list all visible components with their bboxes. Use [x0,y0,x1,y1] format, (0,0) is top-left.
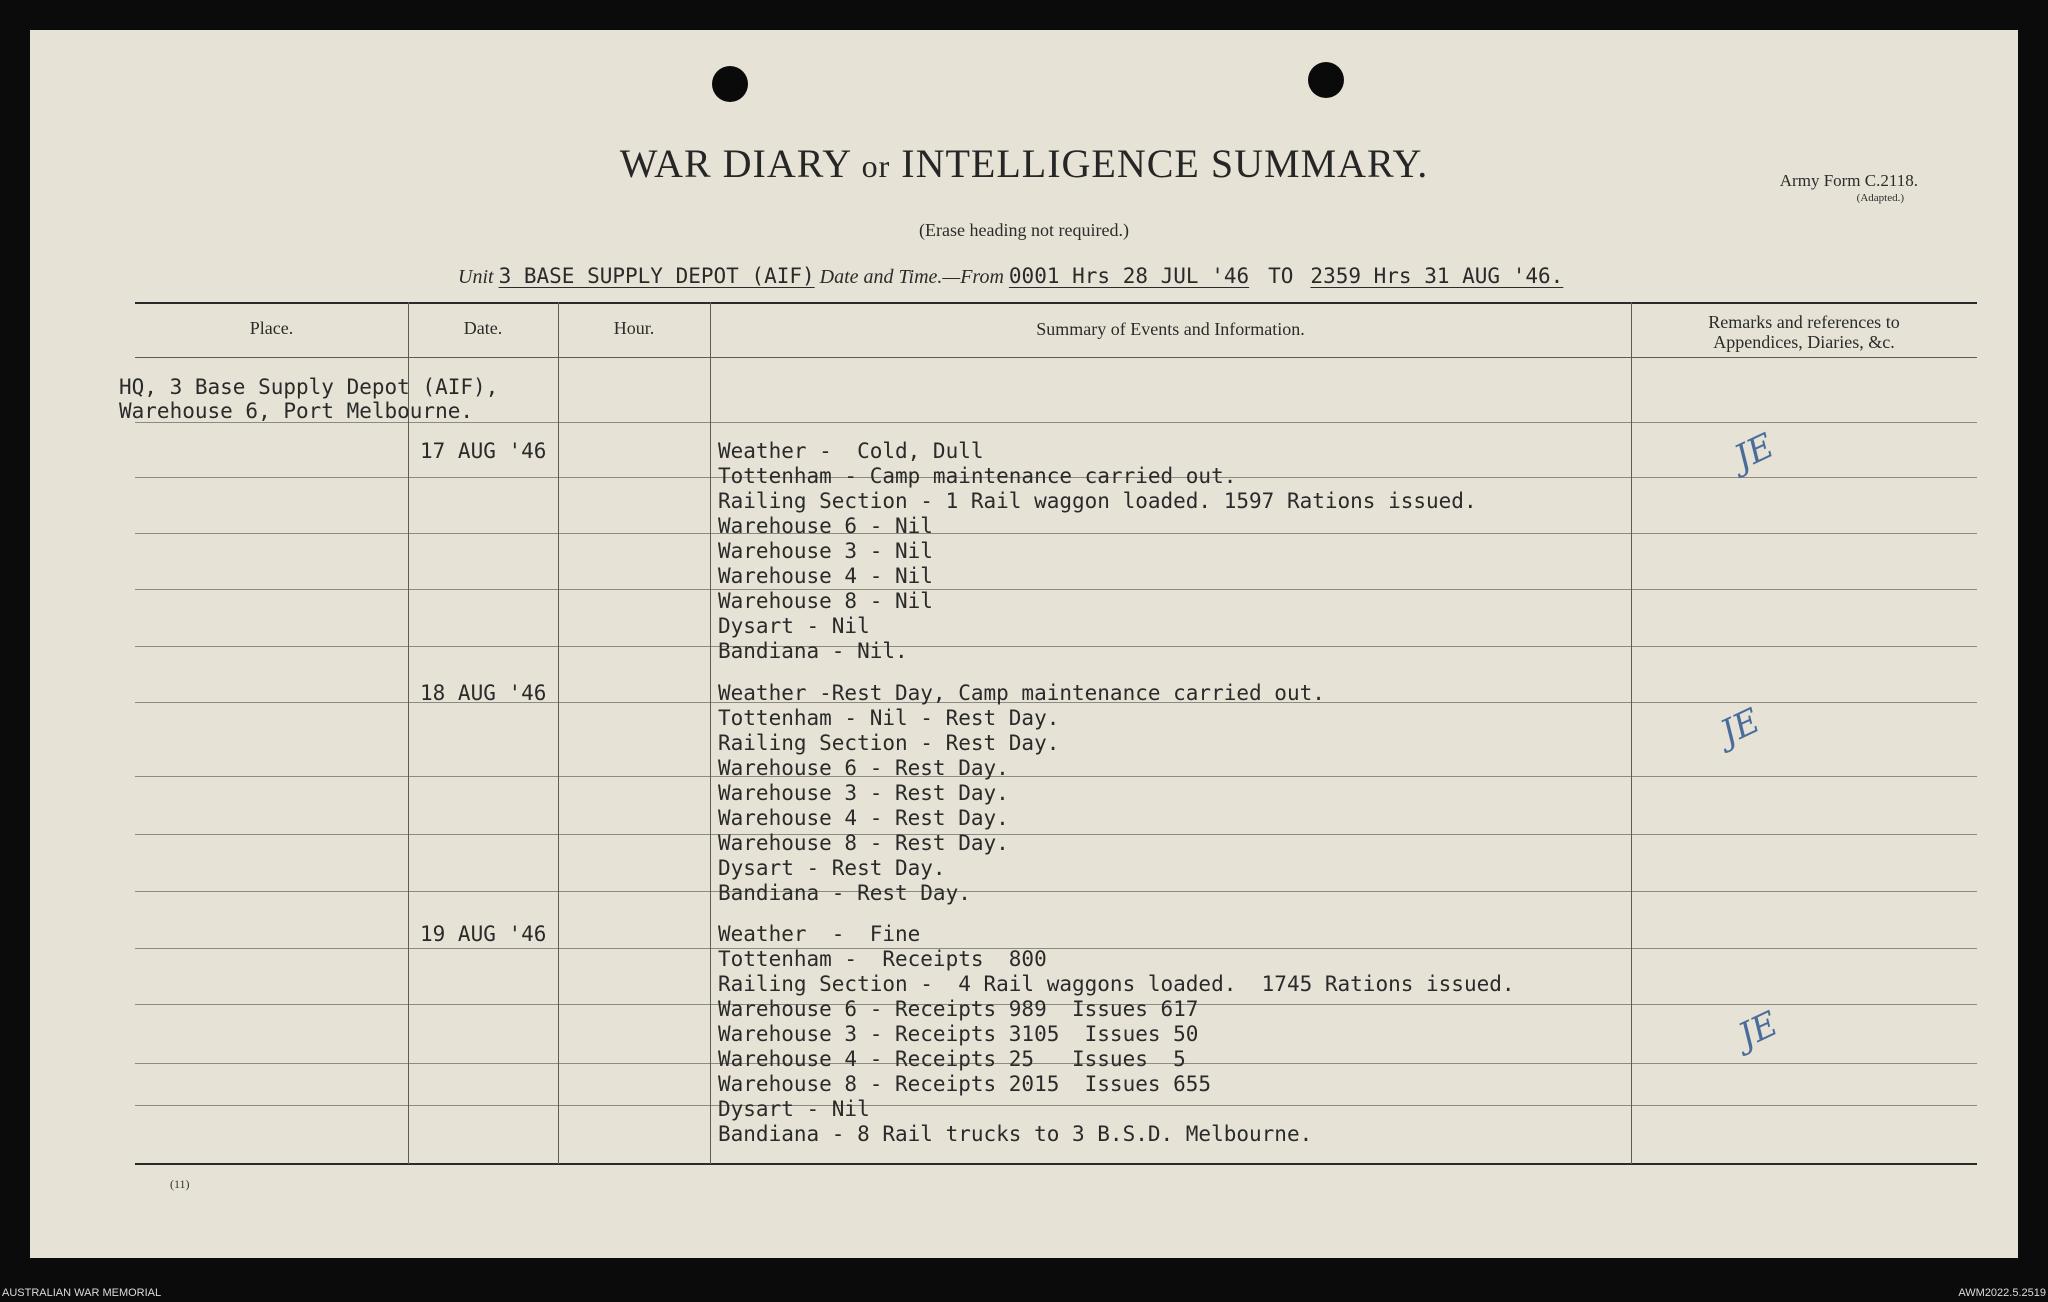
summary-line: Warehouse 4 - Nil [718,564,933,588]
title-intelligence-summary: INTELLIGENCE SUMMARY. [901,141,1429,186]
initials-signature: JE [1728,425,1781,479]
initials-signature: JE [1732,1003,1785,1057]
ruled-line [135,948,1977,949]
summary-line: Warehouse 3 - Rest Day. [718,781,1009,805]
column-divider-place-date [408,302,409,1164]
summary-line: Warehouse 8 - Rest Day. [718,831,1009,855]
caption-accession: AWM2022.5.2519 [1958,1287,2046,1299]
summary-line: Railing Section - 4 Rail waggons loaded. 1745 Rations issued. [718,972,1515,996]
form-adapted-text: (Adapted.) [1856,192,1904,204]
form-subtitle: (Erase heading not required.) [919,220,1129,240]
header-remarks [1631,312,1977,352]
place-line-1: HQ, 3 Base Supply Depot (AIF), [119,375,499,399]
ruled-line [135,1105,1977,1106]
summary-line: Bandiana - Rest Day. [718,881,971,905]
summary-line: Tottenham - Nil - Rest Day. [718,706,1060,730]
entry-date: 19 AUG '46 [420,922,547,946]
column-divider-date-hour [558,302,559,1164]
header-date: Date. [463,318,503,338]
summary-line: Tottenham - Receipts 800 [718,947,1047,971]
datetime-label: Date and Time.—From [819,266,1004,288]
summary-line: Dysart - Nil [718,614,870,638]
summary-line: Weather - Cold, Dull [718,439,984,463]
army-form-number [1780,172,1918,204]
to-label: TO [1268,264,1294,288]
ruled-line [135,646,1977,647]
title-or: or [861,148,891,184]
caption-collection: AUSTRALIAN WAR MEMORIAL [2,1287,162,1299]
unit-date-line [458,264,1563,289]
initials-signature: JE [1714,700,1767,754]
title-war-diary: WAR DIARY [619,141,851,186]
entry-date: 17 AUG '46 [420,439,547,463]
summary-line: Warehouse 6 - Rest Day. [718,756,1009,780]
summary-line: Railing Section - 1 Rail waggon loaded. 1597 Rations issued. [718,489,1477,513]
punch-hole-left [712,66,748,102]
header-remarks-line1: Remarks and references to [1708,312,1900,332]
summary-line: Warehouse 8 - Nil [718,589,933,613]
table-bottom-rule [135,1163,1977,1165]
summary-line: Warehouse 4 - Receipts 25 Issues 5 [718,1047,1186,1071]
diary-page [30,30,2018,1258]
summary-line: Railing Section - Rest Day. [718,731,1060,755]
form-title [30,140,2018,187]
diary-table [119,302,1977,1164]
summary-line: Weather -Rest Day, Camp maintenance carried out. [718,681,1325,705]
entry-date: 18 AUG '46 [420,681,547,705]
header-remarks-line2: Appendices, Diaries, &c. [1713,332,1895,352]
header-place: Place. [249,318,294,338]
summary-line: Warehouse 3 - Receipts 3105 Issues 50 [718,1022,1199,1046]
column-divider-summary-remarks [1631,302,1632,1164]
place-line-2: Warehouse 6, Port Melbourne. [119,399,474,423]
summary-line: Weather - Fine [718,922,921,946]
from-value: 0001 Hrs 28 JUL '46 [1008,264,1250,288]
form-number-text: Army Form C.2118. [1779,171,1918,190]
punch-hole-right [1308,62,1344,98]
header-summary: Summary of Events and Information. [1036,319,1305,339]
unit-label: Unit [458,266,494,288]
ruled-line [135,834,1977,835]
ruled-line [135,589,1977,590]
unit-value: 3 BASE SUPPLY DEPOT (AIF) [498,264,815,288]
header-hour: Hour. [613,318,655,338]
ruled-line [135,533,1977,534]
form-footnote: (11) [170,1177,190,1191]
summary-line: Warehouse 6 - Receipts 989 Issues 617 [718,997,1199,1021]
summary-line: Dysart - Nil [718,1097,870,1121]
summary-line: Bandiana - 8 Rail trucks to 3 B.S.D. Melbourne. [718,1122,1313,1146]
table-top-rule [135,302,1977,304]
column-divider-hour-summary [710,302,711,1164]
summary-line: Warehouse 6 - Nil [718,514,933,538]
summary-line: Dysart - Rest Day. [718,856,946,880]
summary-line: Warehouse 4 - Rest Day. [718,806,1009,830]
summary-line: Warehouse 8 - Receipts 2015 Issues 655 [718,1072,1212,1096]
to-value: 2359 Hrs 31 AUG '46. [1310,264,1564,288]
summary-line: Warehouse 3 - Nil [718,539,933,563]
header-bottom-rule [135,357,1977,358]
ruled-line [135,776,1977,777]
ruled-line [135,891,1977,892]
summary-line: Bandiana - Nil. [718,639,908,663]
summary-line: Tottenham - Camp maintenance carried out. [718,464,1237,488]
